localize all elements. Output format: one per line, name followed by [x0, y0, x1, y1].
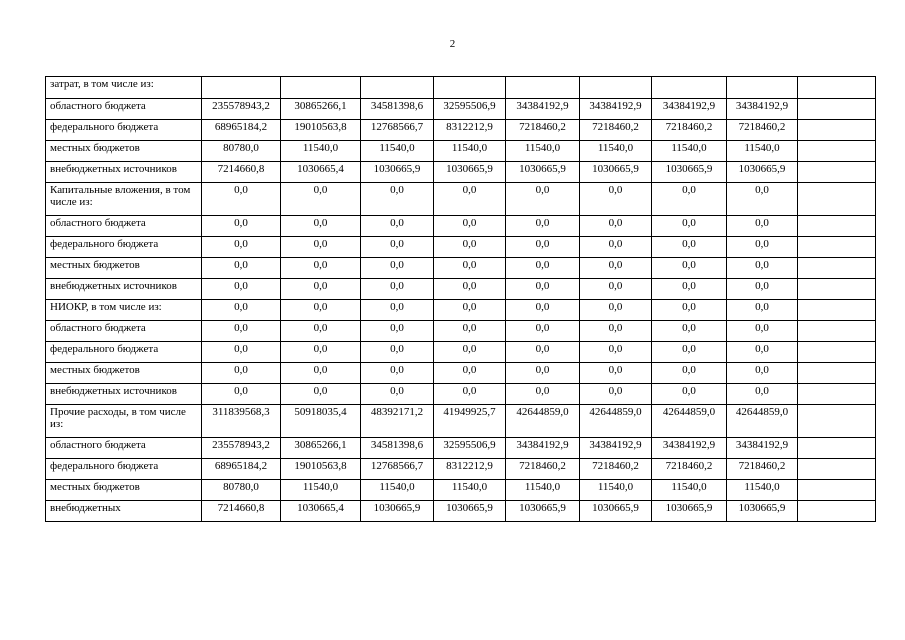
value-cell: 0,0: [727, 183, 798, 216]
value-cell: [798, 363, 876, 384]
value-cell: 0,0: [281, 216, 361, 237]
value-cell: 0,0: [202, 342, 281, 363]
row-label: местных бюджетов: [46, 141, 202, 162]
value-cell: 0,0: [506, 300, 580, 321]
value-cell: 0,0: [281, 183, 361, 216]
value-cell: 7218460,2: [652, 120, 727, 141]
value-cell: 0,0: [202, 216, 281, 237]
value-cell: 34384192,9: [506, 99, 580, 120]
value-cell: 11540,0: [281, 480, 361, 501]
value-cell: 1030665,4: [281, 501, 361, 522]
value-cell: [798, 183, 876, 216]
value-cell: [798, 120, 876, 141]
value-cell: 34384192,9: [580, 438, 652, 459]
table-row: [46, 279, 876, 300]
value-cell: 0,0: [202, 279, 281, 300]
value-cell: 11540,0: [506, 141, 580, 162]
value-cell: 7218460,2: [727, 459, 798, 480]
value-cell: 7218460,2: [580, 120, 652, 141]
value-cell: 0,0: [361, 363, 434, 384]
value-cell: 12768566,7: [361, 459, 434, 480]
table-row: [46, 438, 876, 459]
value-cell: 0,0: [506, 237, 580, 258]
value-cell: 235578943,2: [202, 438, 281, 459]
value-cell: 34384192,9: [652, 438, 727, 459]
value-cell: 11540,0: [434, 480, 506, 501]
value-cell: [798, 162, 876, 183]
value-cell: 0,0: [281, 321, 361, 342]
value-cell: [727, 77, 798, 99]
value-cell: [798, 141, 876, 162]
value-cell: 7218460,2: [580, 459, 652, 480]
value-cell: 0,0: [434, 237, 506, 258]
table-row: [46, 384, 876, 405]
value-cell: [798, 279, 876, 300]
value-cell: 19010563,8: [281, 459, 361, 480]
row-label: федерального бюджета: [46, 120, 202, 141]
value-cell: 0,0: [727, 279, 798, 300]
value-cell: 68965184,2: [202, 120, 281, 141]
row-label: местных бюджетов: [46, 363, 202, 384]
row-label: местных бюджетов: [46, 258, 202, 279]
value-cell: 0,0: [202, 258, 281, 279]
table-row: [46, 501, 876, 522]
value-cell: 311839568,3: [202, 405, 281, 438]
value-cell: 0,0: [652, 321, 727, 342]
row-label: внебюджетных источников: [46, 162, 202, 183]
table-row: [46, 363, 876, 384]
value-cell: 1030665,9: [580, 501, 652, 522]
value-cell: 0,0: [727, 363, 798, 384]
value-cell: 0,0: [506, 183, 580, 216]
value-cell: 0,0: [580, 300, 652, 321]
row-label: федерального бюджета: [46, 342, 202, 363]
value-cell: 0,0: [202, 183, 281, 216]
table-body: [46, 77, 876, 522]
budget-table: [45, 76, 876, 522]
value-cell: 7218460,2: [506, 120, 580, 141]
value-cell: 0,0: [580, 183, 652, 216]
row-label: федерального бюджета: [46, 459, 202, 480]
value-cell: 0,0: [652, 363, 727, 384]
row-label: Прочие расходы, в том числе из:: [46, 405, 202, 438]
row-label: НИОКР, в том числе из:: [46, 300, 202, 321]
table-row: [46, 321, 876, 342]
table-row: [46, 99, 876, 120]
value-cell: 0,0: [652, 384, 727, 405]
value-cell: 48392171,2: [361, 405, 434, 438]
value-cell: [798, 216, 876, 237]
value-cell: 42644859,0: [506, 405, 580, 438]
row-label: областного бюджета: [46, 321, 202, 342]
value-cell: 19010563,8: [281, 120, 361, 141]
row-label: внебюджетных источников: [46, 279, 202, 300]
value-cell: 0,0: [434, 363, 506, 384]
value-cell: 11540,0: [361, 480, 434, 501]
row-label: федерального бюджета: [46, 237, 202, 258]
value-cell: 1030665,4: [281, 162, 361, 183]
value-cell: [798, 342, 876, 363]
value-cell: 11540,0: [506, 480, 580, 501]
value-cell: 42644859,0: [580, 405, 652, 438]
value-cell: 68965184,2: [202, 459, 281, 480]
value-cell: [361, 77, 434, 99]
value-cell: 34384192,9: [652, 99, 727, 120]
value-cell: 41949925,7: [434, 405, 506, 438]
value-cell: 1030665,9: [361, 501, 434, 522]
value-cell: 34384192,9: [727, 438, 798, 459]
value-cell: 0,0: [652, 279, 727, 300]
value-cell: 1030665,9: [434, 162, 506, 183]
value-cell: 0,0: [434, 258, 506, 279]
value-cell: 0,0: [361, 342, 434, 363]
value-cell: 8312212,9: [434, 459, 506, 480]
value-cell: 235578943,2: [202, 99, 281, 120]
table-row: [46, 183, 876, 216]
value-cell: 0,0: [434, 183, 506, 216]
value-cell: 0,0: [652, 183, 727, 216]
row-label: местных бюджетов: [46, 480, 202, 501]
page-number: 2: [449, 38, 456, 50]
value-cell: 0,0: [727, 321, 798, 342]
value-cell: 0,0: [580, 279, 652, 300]
value-cell: 0,0: [361, 237, 434, 258]
value-cell: 0,0: [281, 300, 361, 321]
value-cell: 0,0: [580, 363, 652, 384]
value-cell: [506, 77, 580, 99]
value-cell: 0,0: [652, 258, 727, 279]
value-cell: 42644859,0: [727, 405, 798, 438]
value-cell: 0,0: [281, 363, 361, 384]
value-cell: 0,0: [506, 342, 580, 363]
value-cell: 0,0: [434, 279, 506, 300]
value-cell: 0,0: [506, 279, 580, 300]
value-cell: 0,0: [727, 237, 798, 258]
value-cell: 1030665,9: [580, 162, 652, 183]
value-cell: 0,0: [202, 384, 281, 405]
value-cell: 0,0: [580, 384, 652, 405]
value-cell: 0,0: [202, 321, 281, 342]
value-cell: 30865266,1: [281, 438, 361, 459]
value-cell: 0,0: [361, 216, 434, 237]
value-cell: 0,0: [652, 237, 727, 258]
table-row: [46, 480, 876, 501]
value-cell: 1030665,9: [506, 162, 580, 183]
row-label: внебюджетных источников: [46, 384, 202, 405]
value-cell: 0,0: [727, 216, 798, 237]
value-cell: 0,0: [727, 342, 798, 363]
value-cell: 7218460,2: [506, 459, 580, 480]
value-cell: 0,0: [434, 300, 506, 321]
value-cell: 7214660,8: [202, 501, 281, 522]
value-cell: [798, 258, 876, 279]
value-cell: 0,0: [506, 321, 580, 342]
value-cell: 7218460,2: [727, 120, 798, 141]
value-cell: 0,0: [281, 258, 361, 279]
value-cell: 0,0: [727, 258, 798, 279]
value-cell: 34384192,9: [727, 99, 798, 120]
value-cell: 0,0: [580, 342, 652, 363]
row-label: затрат, в том числе из:: [46, 77, 202, 99]
value-cell: 8312212,9: [434, 120, 506, 141]
value-cell: 0,0: [727, 300, 798, 321]
value-cell: 1030665,9: [727, 162, 798, 183]
table-row: [46, 405, 876, 438]
table-row: [46, 258, 876, 279]
value-cell: 1030665,9: [652, 162, 727, 183]
value-cell: 30865266,1: [281, 99, 361, 120]
value-cell: 1030665,9: [361, 162, 434, 183]
value-cell: 11540,0: [580, 480, 652, 501]
value-cell: [798, 405, 876, 438]
value-cell: 50918035,4: [281, 405, 361, 438]
row-label: областного бюджета: [46, 99, 202, 120]
value-cell: 11540,0: [727, 480, 798, 501]
value-cell: [580, 77, 652, 99]
value-cell: 32595506,9: [434, 438, 506, 459]
value-cell: [798, 99, 876, 120]
table-row: [46, 77, 876, 99]
value-cell: 0,0: [361, 183, 434, 216]
value-cell: 0,0: [580, 321, 652, 342]
value-cell: 0,0: [506, 384, 580, 405]
value-cell: 0,0: [652, 342, 727, 363]
value-cell: 0,0: [281, 279, 361, 300]
value-cell: 0,0: [434, 342, 506, 363]
value-cell: 0,0: [281, 237, 361, 258]
value-cell: 0,0: [281, 342, 361, 363]
table-row: [46, 216, 876, 237]
value-cell: 0,0: [652, 300, 727, 321]
value-cell: [281, 77, 361, 99]
value-cell: 0,0: [361, 321, 434, 342]
row-label: внебюджетных: [46, 501, 202, 522]
row-label: Капитальные вложения, в том числе из:: [46, 183, 202, 216]
value-cell: [798, 321, 876, 342]
value-cell: 0,0: [727, 384, 798, 405]
table-row: [46, 237, 876, 258]
value-cell: 0,0: [580, 258, 652, 279]
row-label: областного бюджета: [46, 438, 202, 459]
value-cell: 34384192,9: [506, 438, 580, 459]
value-cell: 0,0: [361, 384, 434, 405]
value-cell: 1030665,9: [506, 501, 580, 522]
value-cell: 0,0: [580, 216, 652, 237]
value-cell: [652, 77, 727, 99]
value-cell: 1030665,9: [652, 501, 727, 522]
value-cell: [798, 300, 876, 321]
value-cell: 0,0: [434, 216, 506, 237]
value-cell: 11540,0: [652, 141, 727, 162]
value-cell: 0,0: [434, 321, 506, 342]
value-cell: 0,0: [281, 384, 361, 405]
table-row: [46, 141, 876, 162]
value-cell: 34384192,9: [580, 99, 652, 120]
table-row: [46, 162, 876, 183]
value-cell: 7218460,2: [652, 459, 727, 480]
value-cell: 34581398,6: [361, 99, 434, 120]
table-row: [46, 300, 876, 321]
value-cell: [798, 459, 876, 480]
value-cell: 0,0: [434, 384, 506, 405]
value-cell: 34581398,6: [361, 438, 434, 459]
value-cell: 11540,0: [652, 480, 727, 501]
table-row: [46, 459, 876, 480]
value-cell: [202, 77, 281, 99]
value-cell: 42644859,0: [652, 405, 727, 438]
value-cell: 32595506,9: [434, 99, 506, 120]
value-cell: 0,0: [580, 237, 652, 258]
value-cell: 11540,0: [361, 141, 434, 162]
value-cell: 11540,0: [434, 141, 506, 162]
value-cell: 0,0: [361, 300, 434, 321]
table-row: [46, 120, 876, 141]
value-cell: 11540,0: [281, 141, 361, 162]
value-cell: [798, 384, 876, 405]
value-cell: 0,0: [202, 363, 281, 384]
value-cell: [798, 77, 876, 99]
value-cell: 0,0: [506, 363, 580, 384]
value-cell: 1030665,9: [727, 501, 798, 522]
value-cell: 12768566,7: [361, 120, 434, 141]
value-cell: 80780,0: [202, 480, 281, 501]
value-cell: 0,0: [202, 237, 281, 258]
table-row: [46, 342, 876, 363]
value-cell: 1030665,9: [434, 501, 506, 522]
value-cell: [798, 501, 876, 522]
value-cell: 11540,0: [727, 141, 798, 162]
value-cell: [798, 237, 876, 258]
value-cell: [798, 480, 876, 501]
value-cell: 0,0: [202, 300, 281, 321]
value-cell: 0,0: [361, 279, 434, 300]
value-cell: 0,0: [652, 216, 727, 237]
value-cell: 11540,0: [580, 141, 652, 162]
row-label: областного бюджета: [46, 216, 202, 237]
value-cell: 80780,0: [202, 141, 281, 162]
value-cell: 0,0: [361, 258, 434, 279]
value-cell: [434, 77, 506, 99]
value-cell: 7214660,8: [202, 162, 281, 183]
value-cell: 0,0: [506, 258, 580, 279]
value-cell: 0,0: [506, 216, 580, 237]
value-cell: [798, 438, 876, 459]
